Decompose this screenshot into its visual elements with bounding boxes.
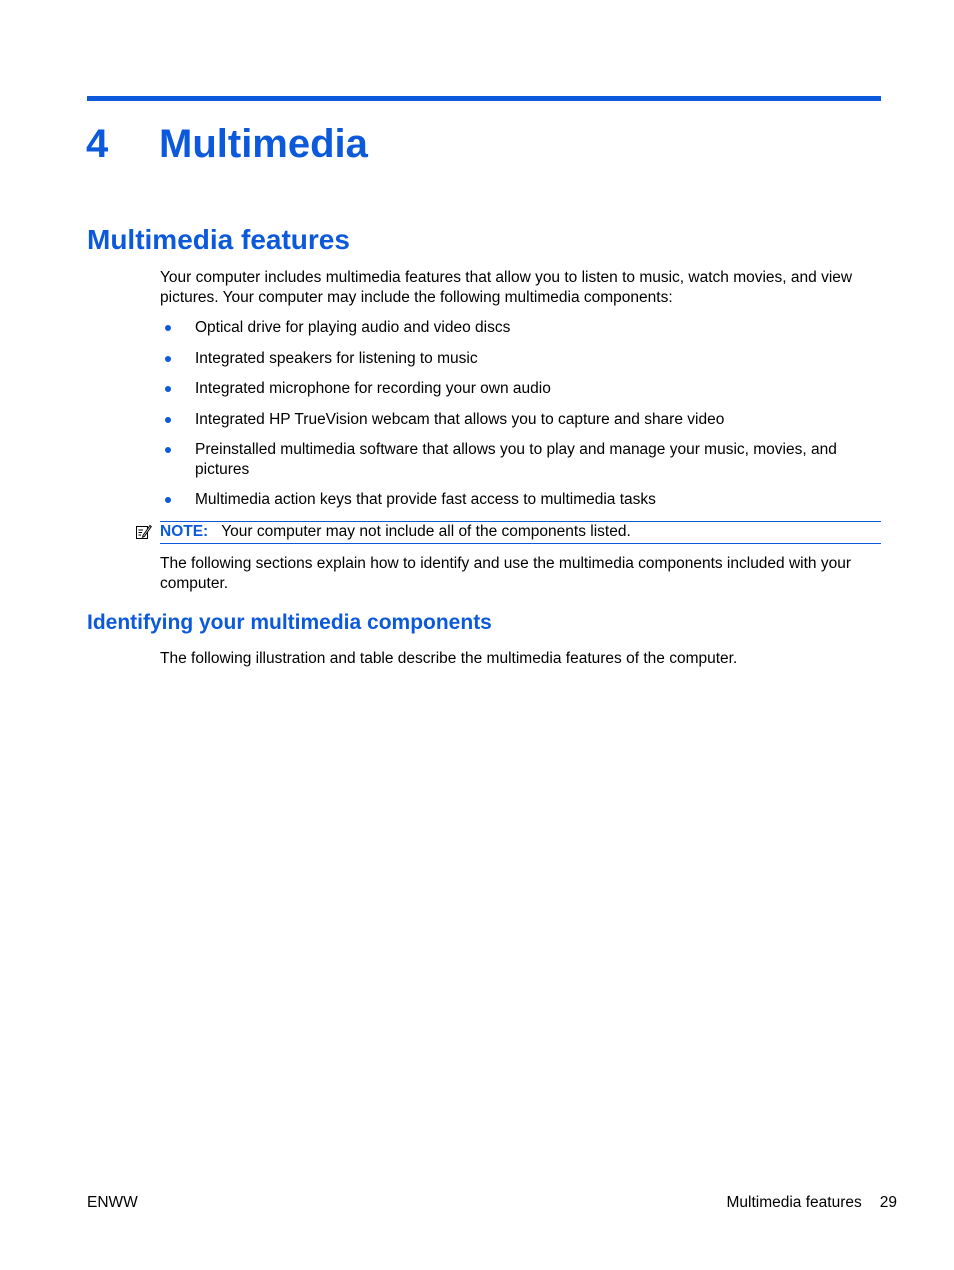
list-item: Integrated speakers for listening to music <box>160 349 882 369</box>
note-text <box>160 522 631 542</box>
list-item: Preinstalled multimedia software that allows you to play and manage your music, movies, and pictures <box>160 440 882 479</box>
bullet-icon <box>165 417 171 423</box>
list-item: Optical drive for playing audio and video discs <box>160 318 882 338</box>
chapter-number: 4 <box>86 122 109 166</box>
chapter-heading <box>86 118 368 170</box>
section-intro: Your computer includes multimedia features that allow you to listen to music, watch movies, and view pictures. Your computer may include the following multimedia components: <box>160 269 853 306</box>
list-item: Integrated microphone for recording your own audio <box>160 379 882 399</box>
note-label: NOTE: <box>160 523 209 540</box>
list-item: Integrated HP TrueVision webcam that allows you to capture and share video <box>160 410 882 430</box>
page-number: 29 <box>879 1194 897 1211</box>
subsection-title: Identifying your multimedia components <box>87 611 492 634</box>
component-list <box>160 318 882 521</box>
subsection-body: The following illustration and table describe the multimedia features of the computer. <box>160 650 738 667</box>
note-body: Your computer may not include all of the components listed. <box>221 523 631 540</box>
bullet-icon <box>165 356 171 362</box>
section-followup: The following sections explain how to identify and use the multimedia components included with your computer. <box>160 555 851 592</box>
chapter-rule <box>87 96 881 101</box>
note-pencil-icon <box>135 523 152 540</box>
bullet-icon <box>165 386 171 392</box>
list-item: Multimedia action keys that provide fast access to multimedia tasks <box>160 490 882 510</box>
bullet-icon <box>165 447 171 453</box>
footer-section: Multimedia features <box>726 1194 862 1211</box>
note-box <box>160 521 881 544</box>
section-title: Multimedia features <box>87 224 350 255</box>
bullet-icon <box>165 325 171 331</box>
chapter-title: Multimedia <box>159 122 368 166</box>
footer-right <box>726 1193 897 1212</box>
bullet-icon <box>165 497 171 503</box>
footer-left: ENWW <box>87 1194 138 1211</box>
